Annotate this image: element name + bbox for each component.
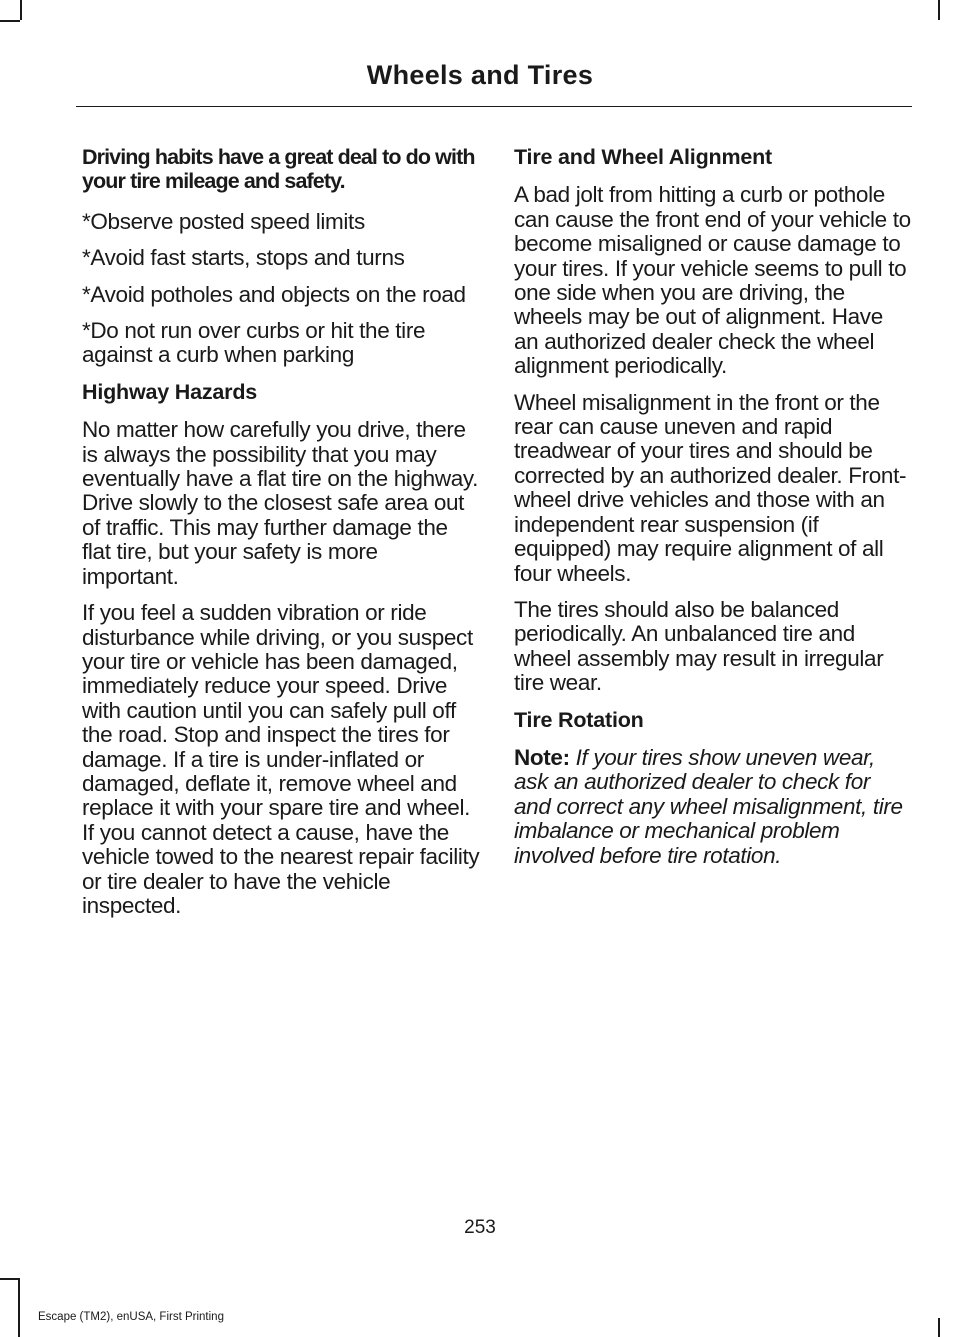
note-paragraph xyxy=(514,746,912,868)
section-heading-rotation: Tire Rotation xyxy=(514,707,644,732)
crop-mark-bottom-left-horizontal xyxy=(0,1278,20,1280)
section-heading-alignment: Tire and Wheel Alignment xyxy=(514,145,773,169)
left-column xyxy=(82,145,480,930)
lead-heading: Driving habits have a great deal to do with your tire mileage and safety. xyxy=(82,145,475,194)
body-paragraph: A bad jolt from hitting a curb or pothole can cause the front end of your vehicle to become misaligned or cause damage to your tires. If your vehicle seems to pull to one side when you are driving, the wheels may be out of alignment. Have an authorized dealer check the wheel alignment periodically. xyxy=(514,182,911,379)
crop-mark-bottom-left xyxy=(18,1278,20,1337)
tip-item: *Observe posted speed limits xyxy=(82,208,365,234)
tip-item: *Avoid potholes and objects on the road xyxy=(82,281,466,307)
note-label: Note: xyxy=(514,744,570,770)
footer-edition: Escape (TM2), enUSA, First Printing xyxy=(38,1311,224,1323)
crop-mark-top-left xyxy=(20,0,22,20)
crop-mark-top-left-horizontal xyxy=(0,20,20,22)
body-paragraph: If you feel a sudden vibration or ride disturbance while driving, or you suspect your tire or vehicle has been damaged, immediately reduce your speed. Drive with caution until you can safely pull off the road. Stop and inspect the tires for damage. If a tire is under-inflated or damaged, deflate it, remove wheel and replace it with your spare tire and wheel. If you cannot detect a cause, have the vehicle towed to the nearest repair facility or tire dealer to have the vehicle inspected. xyxy=(82,600,480,918)
crop-mark-top-right xyxy=(938,0,940,20)
page-number: 253 xyxy=(464,1217,496,1238)
page-header-title: Wheels and Tires xyxy=(366,60,594,90)
section-heading-highway-hazards: Highway Hazards xyxy=(82,379,258,404)
right-column xyxy=(514,145,912,880)
tip-item: *Avoid fast starts, stops and turns xyxy=(82,245,405,271)
body-paragraph: The tires should also be balanced periodically. An unbalanced tire and wheel assembly may result in irregular tire wear. xyxy=(514,596,884,696)
body-paragraph: Wheel misalignment in the front or the rear can cause uneven and rapid treadwear of your tires and should be corrected by an authorized dealer. Front-wheel drive vehicles and those with an independent rear suspension (if equipped) may require alignment of all four wheels. xyxy=(514,389,907,586)
body-paragraph: No matter how carefully you drive, there is always the possibility that you may eventually have a flat tire on the highway. Drive slowly to the closest safe area out of traffic. This may further damage the flat tire, but your safety is more important. xyxy=(82,417,479,589)
header-divider xyxy=(76,106,912,107)
crop-mark-bottom-right xyxy=(938,1318,940,1337)
tip-item: *Do not run over curbs or hit the tire against a curb when parking xyxy=(82,318,426,368)
note-text: If your tires show uneven wear, ask an authorized dealer to check for and correct any wheel misalignment, tire imbalance or mechanical problem involved before tire rotation. xyxy=(514,744,903,868)
